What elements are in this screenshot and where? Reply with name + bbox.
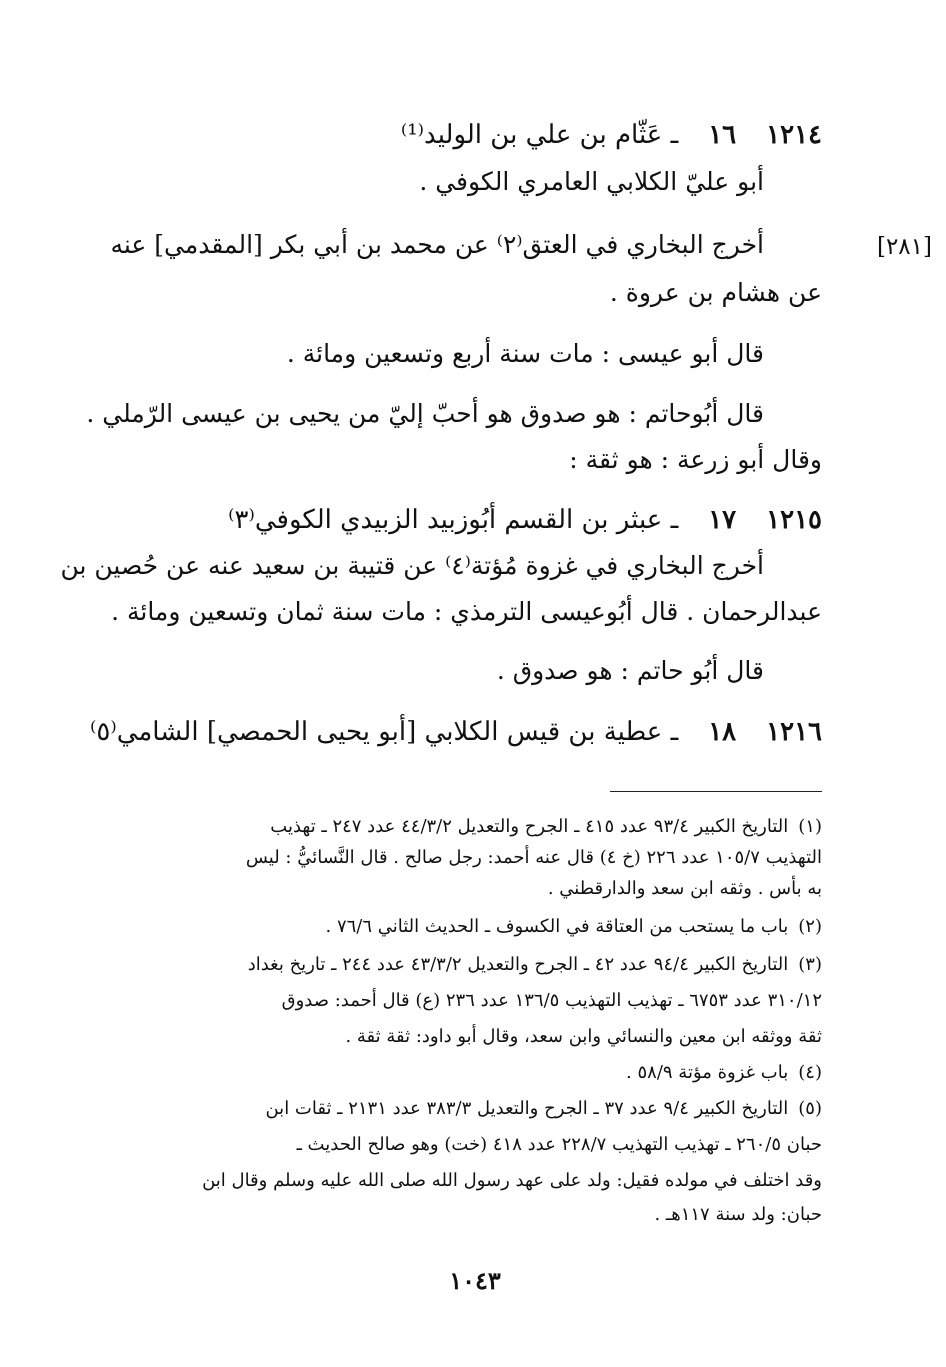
entry-subnumber: ١٧ [708, 505, 737, 535]
body-line: وقال أبو زرعة : هو ثقة : [569, 445, 822, 474]
footnote-3-line-3: ثقة ووثقه ابن معين والنسائي وابن سعد، وقال أبو داود: ثقة ثقة . [345, 1026, 822, 1047]
page-number: ١٠٤٣ [449, 1266, 501, 1295]
footnote-3-line-1: (٣)التاريخ الكبير ٩٤/٤ عدد ٤٢ ـ الجرح والتعديل ٤٣/٣/٢ عدد ٢٤٤ ـ تاريخ بغداد [248, 950, 822, 980]
footnote-label: (٥) [798, 1098, 822, 1119]
entry-number: ١٢١٥ [766, 505, 822, 535]
body-line: أخرج البخاري في غزوة مُؤتة⁽٤⁾ عن قتيبة بن سعيد عنه عن حُصين بن [60, 551, 764, 580]
footnote-5-line-3: وقد اختلف في مولده فقيل: ولد على عهد رسول الله صلى الله عليه وسلم وقال ابن [202, 1170, 822, 1191]
footnote-5-line-4: حبان: ولد سنة ١١٧هـ . [654, 1204, 822, 1225]
entry-title: ـ عَثّام بن علي بن الوليد⁽¹⁾ [400, 120, 679, 150]
entry-subnumber: ١٦ [708, 120, 737, 150]
footnote-label: (١) [798, 816, 822, 837]
entry-heading-1216 [90, 715, 822, 749]
entry-title: ـ عطية بن قيس الكلابي [أبو يحيى الحمصي] الشامي⁽٥⁾ [89, 717, 679, 747]
footnote-3-line-2: ٣١٠/١٢ عدد ٦٧٥٣ ـ تهذيب التهذيب ١٣٦/٥ عدد ٢٣٦ (ع) قال أحمد: صدوق [281, 990, 822, 1011]
body-line: عبدالرحمان . قال أبُوعيسى الترمذي : مات سنة ثمان وتسعين ومائة . [111, 597, 822, 626]
footnote-label: (٤) [798, 1062, 822, 1083]
entry-number: ١٢١٤ [766, 120, 822, 150]
footnote-separator [610, 791, 822, 792]
body-line: عن هشام بن عروة . [609, 278, 822, 307]
body-line: أبو عليّ الكلابي العامري الكوفي . [419, 167, 764, 196]
footnote-2-line-1: (٢)باب ما يستحب من العتاقة في الكسوف ـ الحديث الثاني ٧٦/٦ . [326, 912, 823, 942]
footnote-5-line-1: (٥)التاريخ الكبير ٩/٤ عدد ٣٧ ـ الجرح والتعديل ٣٨٣/٣ عدد ٢١٣١ ـ ثقات ابن [265, 1094, 822, 1124]
entry-title: ـ عبثر بن القسم أبُوزبيد الزبيدي الكوفي⁽٣⁾ [228, 505, 679, 535]
footnote-4-line-1: (٤)باب غزوة مؤتة ٥٨/٩ . [626, 1058, 822, 1088]
entry-heading-1214 [401, 118, 822, 152]
entry-number: ١٢١٦ [766, 717, 822, 747]
footnote-1-line-3: به بأس . وثقه ابن سعد والدارقطني . [547, 878, 822, 899]
entry-heading-1215 [228, 503, 822, 537]
footnote-5-line-2: حبان ٢٦٠/٥ ـ تهذيب التهذيب ٢٢٨/٧ عدد ٤١٨ (خت) وهو صالح الحديث ـ [296, 1134, 822, 1155]
body-line: أخرج البخاري في العتق⁽٢⁾ عن محمد بن أبي بكر [المقدمي] عنه [110, 230, 764, 259]
footnote-1-line-1: (١)التاريخ الكبير ٩٣/٤ عدد ٤١٥ ـ الجرح والتعديل ٤٤/٣/٢ عدد ٢٤٧ ـ تهذيب [270, 812, 822, 842]
marginal-page-reference: [٢٨١] [876, 234, 932, 260]
footnote-label: (٣) [798, 954, 822, 975]
footnote-label: (٢) [798, 916, 822, 937]
body-line: قال أبو عيسى : مات سنة أربع وتسعين ومائة . [286, 339, 764, 368]
body-line: قال أبُو حاتم : هو صدوق . [496, 656, 764, 685]
entry-subnumber: ١٨ [708, 717, 737, 747]
footnote-1-line-2: التهذيب ١٠٥/٧ عدد ٢٢٦ (خ ٤) قال عنه أحمد: رجل صالح . قال النَّسائيُّ : ليس [245, 847, 822, 868]
body-line: قال أبُوحاتم : هو صدوق هو أحبّ إليّ من يحيى بن عيسى الرّملي . [86, 399, 764, 428]
